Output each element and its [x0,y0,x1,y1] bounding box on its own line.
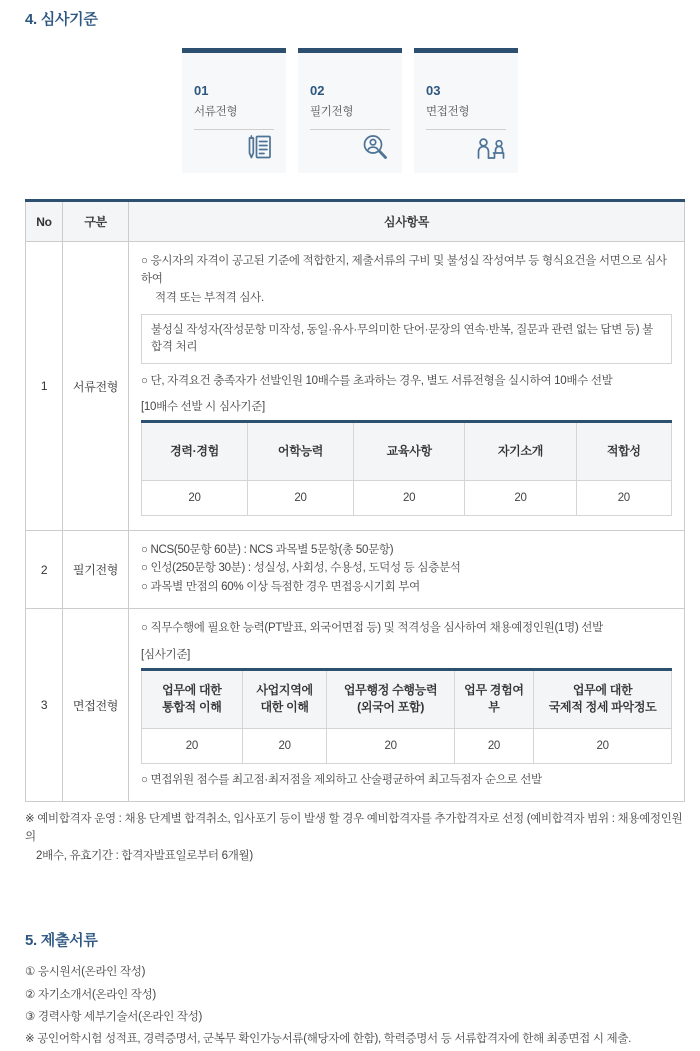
step-number: 01 [194,83,209,98]
step-number: 03 [426,83,441,98]
header-category: 구분 [63,201,129,242]
section4-title: 4. 심사기준 [25,11,98,28]
subtable-value: 20 [534,728,672,763]
row-no: 1 [26,242,63,531]
subtable-label: [심사기준] [141,648,191,661]
bullet-text: ○ 인성(250문항 30분) : 성실성, 사회성, 수용성, 도덕성 등 심층분석 [141,562,461,575]
magnifier-person-icon [358,131,392,165]
interview-people-icon [474,131,508,165]
subtable-header: 어학능력 [248,422,354,481]
table-header-row [26,201,685,242]
subtable-header: 업무행정 수행능력 (외국어 포함) [327,669,454,728]
screening-score-table [141,420,672,516]
subtable-header: 업무 경험여부 [454,669,534,728]
row-no: 2 [26,531,63,609]
submission-note: ※ 공인어학시험 성적표, 경력증명서, 군복무 확인가능서류(해당자에 한함), 학력증명서 등 서류합격자에 한해 최종면접 시 제출. [25,1033,632,1046]
row-content [129,609,685,802]
footnote-line: ※ 예비합격자 운영 : 채용 단계별 합격취소, 입사포기 등이 발생 할 경우 예비합격자를 추가합격자로 선정 (예비합격자 범위 : 채용예정인원의 [25,813,683,844]
step-number: 02 [310,83,325,98]
subtable-header: 적합성 [576,422,671,481]
row-no: 3 [26,609,63,802]
table-row-written-exam [26,531,685,609]
step-label: 면접전형 [426,106,470,118]
subtable-header: 경력·경험 [142,422,248,481]
subtable-value-row [142,728,672,763]
disqualification-note: 불성실 작성자(작성문항 미작성, 동일·유사·무의미한 단어·문장의 연속·반복, 질문과 관련 없는 답변 등) 불합격 처리 [141,314,672,363]
subtable-value: 20 [454,728,534,763]
step-card-document-screening [182,48,286,173]
step-card-written-exam [298,48,402,173]
list-item: ③ 경력사항 세부기술서(온라인 작성) [25,1011,203,1024]
subtable-header: 업무에 대한 국제적 정세 파악정도 [534,669,672,728]
subtable-value: 20 [465,481,576,516]
step-label: 필기전형 [310,106,354,118]
subtable-value: 20 [242,728,327,763]
subtable-value: 20 [327,728,454,763]
section5-title: 5. 제출서류 [25,932,98,950]
bullet-text: ○ NCS(50문항 60분) : NCS 과목별 5문항(총 50문항) [141,544,394,556]
row-category: 면접전형 [63,609,129,802]
document-pen-icon [242,131,276,165]
card-divider [310,129,390,130]
footnote-line: 2배수, 유효기간 : 합격자발표일로부터 6개월) [36,849,253,862]
interview-score-table [141,668,672,764]
subtable-header: 자기소개 [465,422,576,481]
bullet-text: ○ 직무수행에 필요한 능력(PT발표, 외국어면접 등) 및 적격성을 심사하여 채용예정인원(1명) 선발 [141,622,603,635]
header-no: No [26,201,63,242]
subtable-value: 20 [142,481,248,516]
subtable-header: 업무에 대한 통합적 이해 [142,669,243,728]
subtable-value: 20 [354,481,465,516]
row-category: 필기전형 [63,531,129,609]
step-label: 서류전형 [194,106,238,118]
subtable-header-row [142,669,672,728]
card-divider [426,129,506,130]
subtable-value: 20 [576,481,671,516]
header-criteria: 심사항목 [129,201,685,242]
row-content [129,242,685,531]
row-category: 서류전형 [63,242,129,531]
process-steps [0,48,700,173]
submission-documents-list [25,961,700,1051]
subtable-value: 20 [142,728,243,763]
bullet-text: ○ 과목별 만점의 60% 이상 득점한 경우 면접응시기회 부여 [141,580,420,593]
reserve-candidates-footnote [25,810,685,865]
card-divider [194,129,274,130]
table-row-interview [26,609,685,802]
list-item: ② 자기소개서(온라인 작성) [25,988,156,1001]
table-row-document-screening [26,242,685,531]
criteria-table [25,199,685,802]
bullet-text-continued: 적격 또는 부적격 심사. [155,291,264,304]
subtable-value: 20 [248,481,354,516]
subtable-header-row [142,422,672,481]
subtable-label: [10배수 선발 시 심사기준] [141,400,265,413]
bullet-text: ○ 응시자의 자격이 공고된 기준에 적합한지, 제출서류의 구비 및 불성실 작성여부 등 형식요건을 서면으로 심사하여 [141,255,667,286]
bullet-text: ○ 단, 자격요건 충족자가 선발인원 10배수를 초과하는 경우, 별도 서류전형을 실시하여 10배수 선발 [141,374,613,387]
subtable-value-row [142,481,672,516]
subtable-header: 사업지역에 대한 이해 [242,669,327,728]
bullet-text: ○ 면접위원 점수를 최고점·최저점을 제외하고 산술평균하여 최고득점자 순으로 선발 [141,773,542,786]
step-card-interview [414,48,518,173]
row-content [129,531,685,609]
list-item: ① 응시원서(온라인 작성) [25,966,146,979]
subtable-header: 교육사항 [354,422,465,481]
